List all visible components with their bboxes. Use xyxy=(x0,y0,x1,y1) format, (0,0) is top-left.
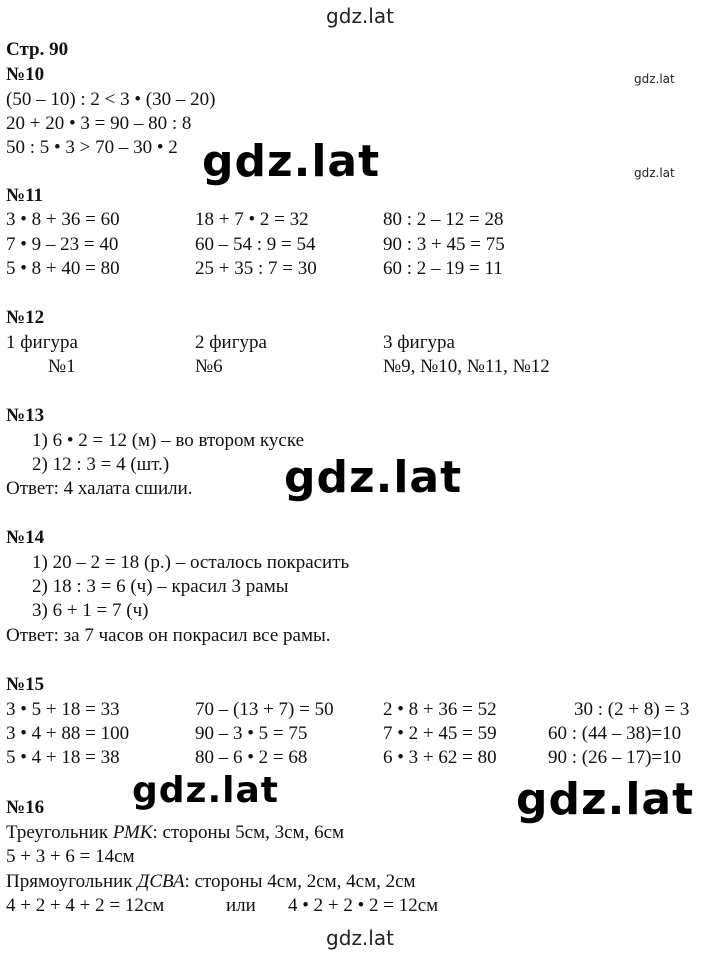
task-11-cell: 5 • 8 + 40 = 80 xyxy=(6,258,120,279)
task-11-cell: 18 + 7 • 2 = 32 xyxy=(195,209,309,230)
task-14-heading: №14 xyxy=(6,527,45,548)
task-16-triangle-sides xyxy=(6,821,344,845)
task-10-line-1: (50 – 10) : 2 < 3 • (30 – 20) xyxy=(6,89,216,110)
task-10-heading: №10 xyxy=(6,64,45,85)
task-16-rectangle-sides xyxy=(6,870,416,894)
task-11-cell: 80 : 2 – 12 = 28 xyxy=(383,209,504,230)
task-12-value: №1 xyxy=(48,356,76,377)
task-12-value: №9, №10, №11, №12 xyxy=(383,356,550,377)
task-11-cell: 60 : 2 – 19 = 11 xyxy=(383,258,503,279)
task-15-cell: 80 – 6 • 2 = 68 xyxy=(195,747,308,768)
task-11-cell: 90 : 3 + 45 = 75 xyxy=(383,234,505,255)
watermark-big-1: gdz.lat xyxy=(202,136,381,187)
task-14-step-1: 1) 20 – 2 = 18 (р.) – осталось покрасить xyxy=(32,552,350,573)
task-16-rectangle-prefix: Прямоугольник xyxy=(6,871,138,892)
task-11-cell: 3 • 8 + 36 = 60 xyxy=(6,209,120,230)
watermark-small-2: gdz.lat xyxy=(634,166,675,180)
task-12-header: 3 фигура xyxy=(383,332,455,353)
task-13-heading: №13 xyxy=(6,405,45,426)
task-11-heading: №11 xyxy=(6,185,44,206)
task-14-answer: Ответ: за 7 часов он покрасил все рамы. xyxy=(6,625,331,646)
task-16-or: или xyxy=(226,895,256,916)
task-16-triangle-rest: : стороны 5см, 3см, 6см xyxy=(152,822,345,843)
task-16-heading: №16 xyxy=(6,797,45,818)
page-label: Стр. 90 xyxy=(6,39,69,60)
watermark-small-1: gdz.lat xyxy=(634,72,675,86)
task-11-cell: 25 + 35 : 7 = 30 xyxy=(195,258,317,279)
watermark-bottom: gdz.lat xyxy=(326,926,394,950)
task-15-cell: 90 – 3 • 5 = 75 xyxy=(195,723,308,744)
task-10-line-2: 20 + 20 • 3 = 90 – 80 : 8 xyxy=(6,113,192,134)
task-11-cell: 7 • 9 – 23 = 40 xyxy=(6,234,119,255)
task-15-cell: 30 : (2 + 8) = 3 xyxy=(574,699,690,720)
task-15-heading: №15 xyxy=(6,674,45,695)
task-10-line-3: 50 : 5 • 3 > 70 – 30 • 2 xyxy=(6,137,178,158)
task-12-value: №6 xyxy=(195,356,223,377)
task-15-cell: 5 • 4 + 18 = 38 xyxy=(6,747,120,768)
watermark-big-4: gdz.lat xyxy=(516,774,695,825)
task-13-step-2: 2) 12 : 3 = 4 (шт.) xyxy=(32,454,170,475)
task-15-cell: 3 • 5 + 18 = 33 xyxy=(6,699,120,720)
task-16-triangle-name: РМК xyxy=(112,822,153,843)
task-12-header: 1 фигура xyxy=(6,332,78,353)
task-14-step-2: 2) 18 : 3 = 6 (ч) – красил 3 рамы xyxy=(32,576,289,597)
task-15-cell: 6 • 3 + 62 = 80 xyxy=(383,747,497,768)
task-16-rectangle-rest: : стороны 4см, 2см, 4см, 2см xyxy=(184,871,416,892)
task-12-heading: №12 xyxy=(6,307,45,328)
task-16-rectangle-sum-1: 4 + 2 + 4 + 2 = 12см xyxy=(6,895,165,916)
task-16-rectangle-name: ДСВА xyxy=(137,871,185,892)
task-15-cell: 60 : (44 – 38)=10 xyxy=(548,723,682,744)
task-16-triangle-sum: 5 + 3 + 6 = 14см xyxy=(6,846,135,867)
watermark-big-2: gdz.lat xyxy=(284,452,463,503)
watermark-top: gdz.lat xyxy=(326,4,394,28)
task-15-cell: 90 : (26 – 17)=10 xyxy=(548,747,682,768)
task-15-cell: 3 • 4 + 88 = 100 xyxy=(6,723,130,744)
task-15-cell: 7 • 2 + 45 = 59 xyxy=(383,723,497,744)
task-11-cell: 60 – 54 : 9 = 54 xyxy=(195,234,316,255)
task-15-cell: 2 • 8 + 36 = 52 xyxy=(383,699,497,720)
task-12-header: 2 фигура xyxy=(195,332,267,353)
task-16-rectangle-sum-2: 4 • 2 + 2 • 2 = 12см xyxy=(288,895,439,916)
task-13-step-1: 1) 6 • 2 = 12 (м) – во втором куске xyxy=(32,430,305,451)
task-14-step-3: 3) 6 + 1 = 7 (ч) xyxy=(32,600,149,621)
task-16-triangle-prefix: Треугольник xyxy=(6,822,113,843)
task-15-cell: 70 – (13 + 7) = 50 xyxy=(195,699,334,720)
watermark-big-3: gdz.lat xyxy=(132,770,280,811)
task-13-answer: Ответ: 4 халата сшили. xyxy=(6,478,193,499)
